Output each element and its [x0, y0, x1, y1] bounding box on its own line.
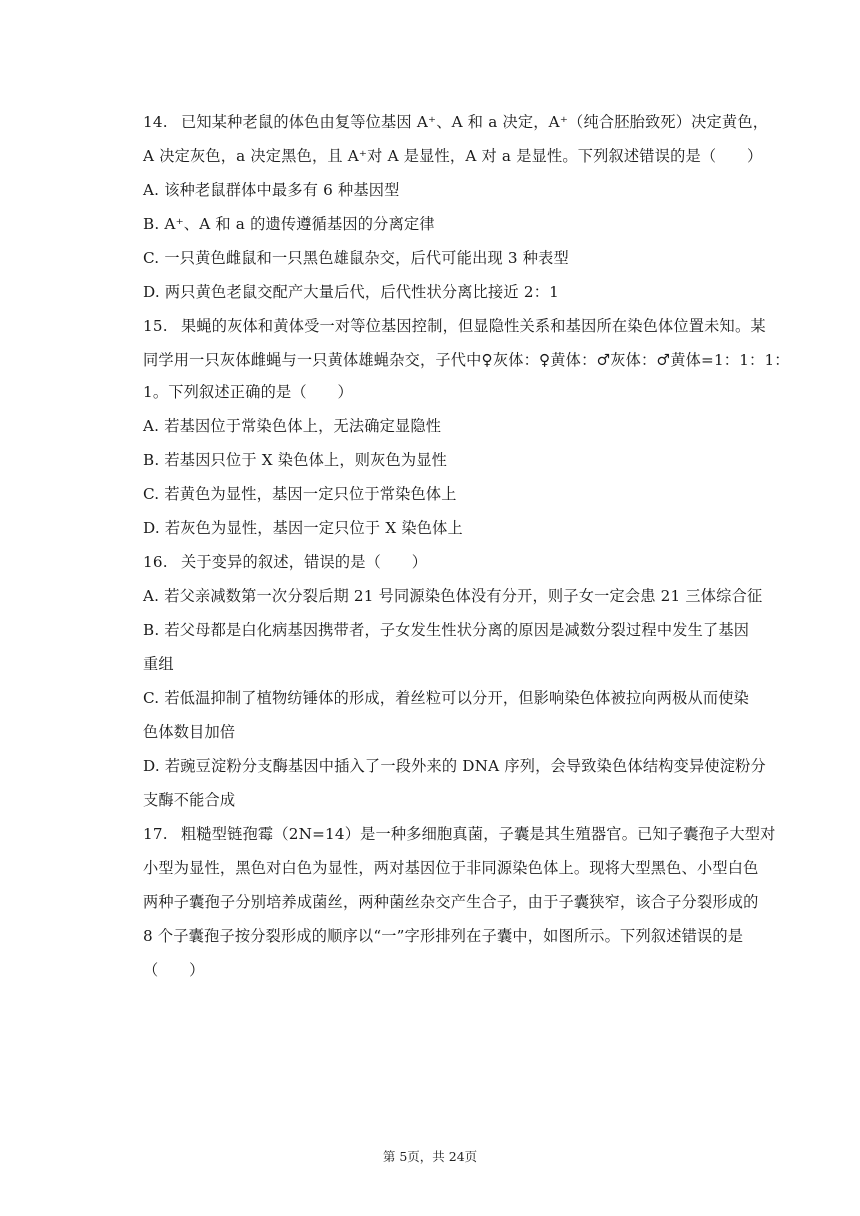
q15-option-a: A. 若基因位于常染色体上，无法确定显隐性	[143, 417, 442, 435]
q17-stem-line-5: （ ）	[143, 961, 205, 979]
q15-number: 15.	[143, 317, 168, 335]
q14-stem-text-1: 已知某种老鼠的体色由复等位基因 A⁺、A 和 a 决定，A⁺（纯合胚胎致死）决定黄色，	[181, 113, 769, 131]
q17-stem-line-2: 小型为显性，黑色对白色为显性，两对基因位于非同源染色体上。现将大型黑色、小型白色	[143, 859, 759, 877]
q14-option-d: D. 两只黄色老鼠交配产大量后代，后代性状分离比接近 2：1	[143, 283, 559, 301]
q15-stem-text-1: 果蝇的灰体和黄体受一对等位基因控制，但显隐性关系和基因所在染色体位置未知。某	[181, 317, 766, 335]
q16-option-c-line-2: 色体数目加倍	[143, 723, 236, 741]
q15-option-c: C. 若黄色为显性，基因一定只位于常染色体上	[143, 485, 457, 503]
q17-stem-line-3: 两种子囊孢子分别培养成菌丝，两种菌丝杂交产生合子，由于子囊狭窄，该合子分裂形成的	[143, 893, 759, 911]
q14-number: 14.	[143, 113, 168, 131]
q16-option-d-line-2: 支酶不能合成	[143, 791, 236, 809]
q15-option-d: D. 若灰色为显性，基因一定只位于 X 染色体上	[143, 519, 463, 537]
q16-option-c-line-1: C. 若低温抑制了植物纺锤体的形成，着丝粒可以分开，但影响染色体被拉向两极从而使染	[143, 689, 750, 707]
q16-stem-text-1: 关于变异的叙述，错误的是（ ）	[181, 553, 428, 571]
q17-stem-text-1: 粗糙型链孢霉（2N=14）是一种多细胞真菌，子囊是其生殖器官。已知子囊孢子大型对	[181, 825, 776, 843]
q14-option-a: A. 该种老鼠群体中最多有 6 种基因型	[143, 181, 400, 199]
q14-stem-line-1	[143, 112, 768, 132]
q17-number: 17.	[143, 825, 168, 843]
q14-option-c: C. 一只黄色雌鼠和一只黑色雄鼠杂交，后代可能出现 3 种表型	[143, 249, 569, 267]
q14-stem-line-2: A 决定灰色，a 决定黑色，且 A⁺对 A 是显性，A 对 a 是显性。下列叙述错误的是（ ）	[143, 147, 763, 165]
page-number-footer: 第 5页，共 24页	[382, 1149, 478, 1164]
q15-stem-line-1	[143, 316, 766, 336]
q16-option-a: A. 若父亲减数第一次分裂后期 21 号同源染色体没有分开，则子女一定会患 21 三体综合征	[143, 587, 763, 605]
q17-stem-line-4: 8 个子囊孢子按分裂形成的顺序以“一”字形排列在子囊中，如图所示。下列叙述错误的是	[143, 927, 744, 945]
q15-stem-line-3: 1。下列叙述正确的是（ ）	[143, 383, 353, 401]
q16-option-b-line-1: B. 若父母都是白化病基因携带者，子女发生性状分离的原因是减数分裂过程中发生了基因	[143, 621, 750, 639]
q16-option-d-line-1: D. 若豌豆淀粉分支酶基因中插入了一段外来的 DNA 序列，会导致染色体结构变异使淀粉分	[143, 757, 766, 775]
q14-option-b: B. A⁺、A 和 a 的遗传遵循基因的分离定律	[143, 215, 435, 233]
q17-stem-line-1	[143, 824, 776, 844]
q15-option-b: B. 若基因只位于 X 染色体上，则灰色为显性	[143, 451, 448, 469]
q16-number: 16.	[143, 553, 168, 571]
q16-stem-line-1	[143, 552, 427, 572]
q15-stem-line-2: 同学用一只灰体雌蝇与一只黄体雄蝇杂交，子代中♀灰体：♀黄体：♂灰体：♂黄体=1：1：1：	[143, 351, 790, 369]
q16-option-b-line-2: 重组	[143, 655, 174, 673]
